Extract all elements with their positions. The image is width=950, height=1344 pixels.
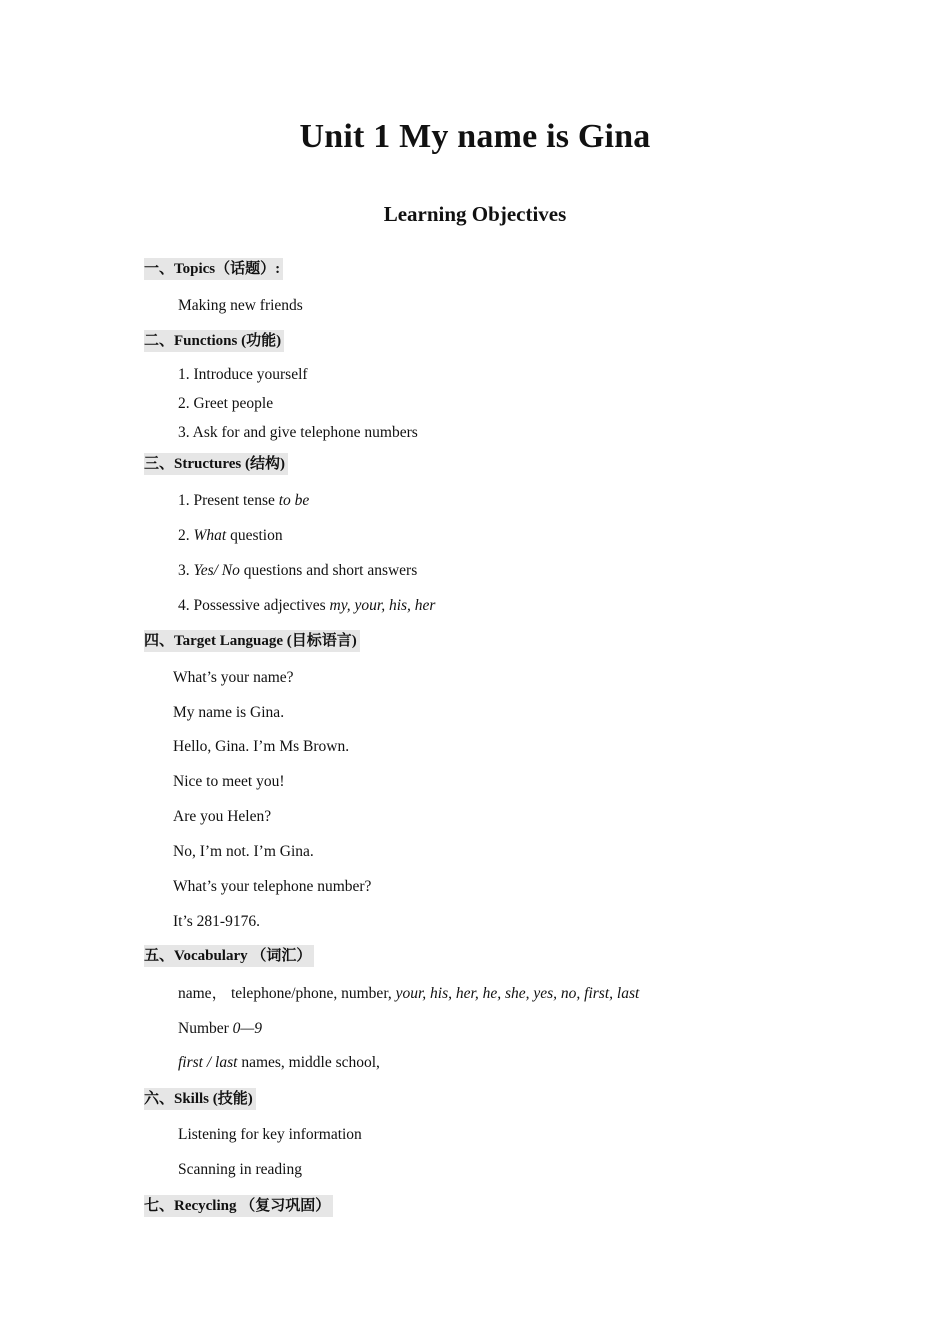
target-language-item: Hello, Gina. I’m Ms Brown. bbox=[173, 738, 350, 755]
section-heading-vocabulary: 五、Vocabulary （词汇） bbox=[144, 945, 314, 967]
section-heading-target-language: 四、Target Language (目标语言) bbox=[144, 630, 360, 652]
structures-item-text: 1. Present tense bbox=[178, 492, 279, 509]
vocabulary-emphasis: 0—9 bbox=[232, 1020, 262, 1037]
vocabulary-text: name， telephone/phone, number, bbox=[178, 985, 396, 1002]
vocabulary-emphasis: first / last bbox=[178, 1054, 238, 1071]
page-title: Unit 1 My name is Gina bbox=[299, 118, 651, 155]
target-language-item: Are you Helen? bbox=[173, 808, 272, 825]
topics-item: Making new friends bbox=[178, 297, 303, 314]
target-language-item: No, I’m not. I’m Gina. bbox=[173, 843, 314, 860]
structures-item-emphasis: to be bbox=[278, 492, 310, 509]
structures-item bbox=[178, 491, 309, 511]
structures-item bbox=[178, 596, 435, 616]
vocabulary-line bbox=[178, 1019, 262, 1039]
functions-item: 3. Ask for and give telephone numbers bbox=[178, 424, 418, 441]
structures-item bbox=[178, 526, 283, 546]
structures-item-text: questions and short answers bbox=[239, 562, 418, 579]
section-heading-skills: 六、Skills (技能) bbox=[144, 1088, 256, 1110]
structures-item-emphasis: Yes/ No bbox=[193, 562, 240, 579]
skills-item: Listening for key information bbox=[178, 1126, 362, 1143]
target-language-item: Nice to meet you! bbox=[173, 773, 285, 790]
vocabulary-text: Number bbox=[178, 1020, 233, 1037]
page-subtitle: Learning Objectives bbox=[383, 202, 567, 226]
structures-item-text: 2. bbox=[178, 527, 194, 544]
target-language-item: What’s your telephone number? bbox=[173, 878, 372, 895]
section-heading-functions: 二、Functions (功能) bbox=[144, 330, 284, 352]
section-heading-recycling: 七、Recycling （复习巩固） bbox=[144, 1195, 333, 1217]
target-language-item: It’s 281-9176. bbox=[173, 913, 260, 930]
functions-item: 2. Greet people bbox=[178, 395, 274, 412]
target-language-item: My name is Gina. bbox=[173, 704, 285, 721]
structures-item bbox=[178, 561, 417, 581]
section-heading-structures: 三、Structures (结构) bbox=[144, 453, 288, 475]
vocabulary-line bbox=[178, 1053, 380, 1073]
structures-item-text: 4. Possessive adjectives bbox=[178, 597, 330, 614]
structures-item-emphasis: What bbox=[193, 527, 227, 544]
structures-item-text: 3. bbox=[178, 562, 194, 579]
vocabulary-line bbox=[178, 984, 639, 1004]
target-language-item: What’s your name? bbox=[173, 669, 294, 686]
structures-item-text: question bbox=[226, 527, 283, 544]
vocabulary-text: names, middle school, bbox=[237, 1054, 380, 1071]
functions-item: 1. Introduce yourself bbox=[178, 366, 308, 383]
structures-item-emphasis: my, your, his, her bbox=[329, 597, 436, 614]
vocabulary-emphasis: your, his, her, he, she, yes, no, first, last bbox=[395, 985, 640, 1002]
skills-item: Scanning in reading bbox=[178, 1161, 302, 1178]
section-heading-topics: 一、Topics（话题）: bbox=[144, 258, 283, 280]
